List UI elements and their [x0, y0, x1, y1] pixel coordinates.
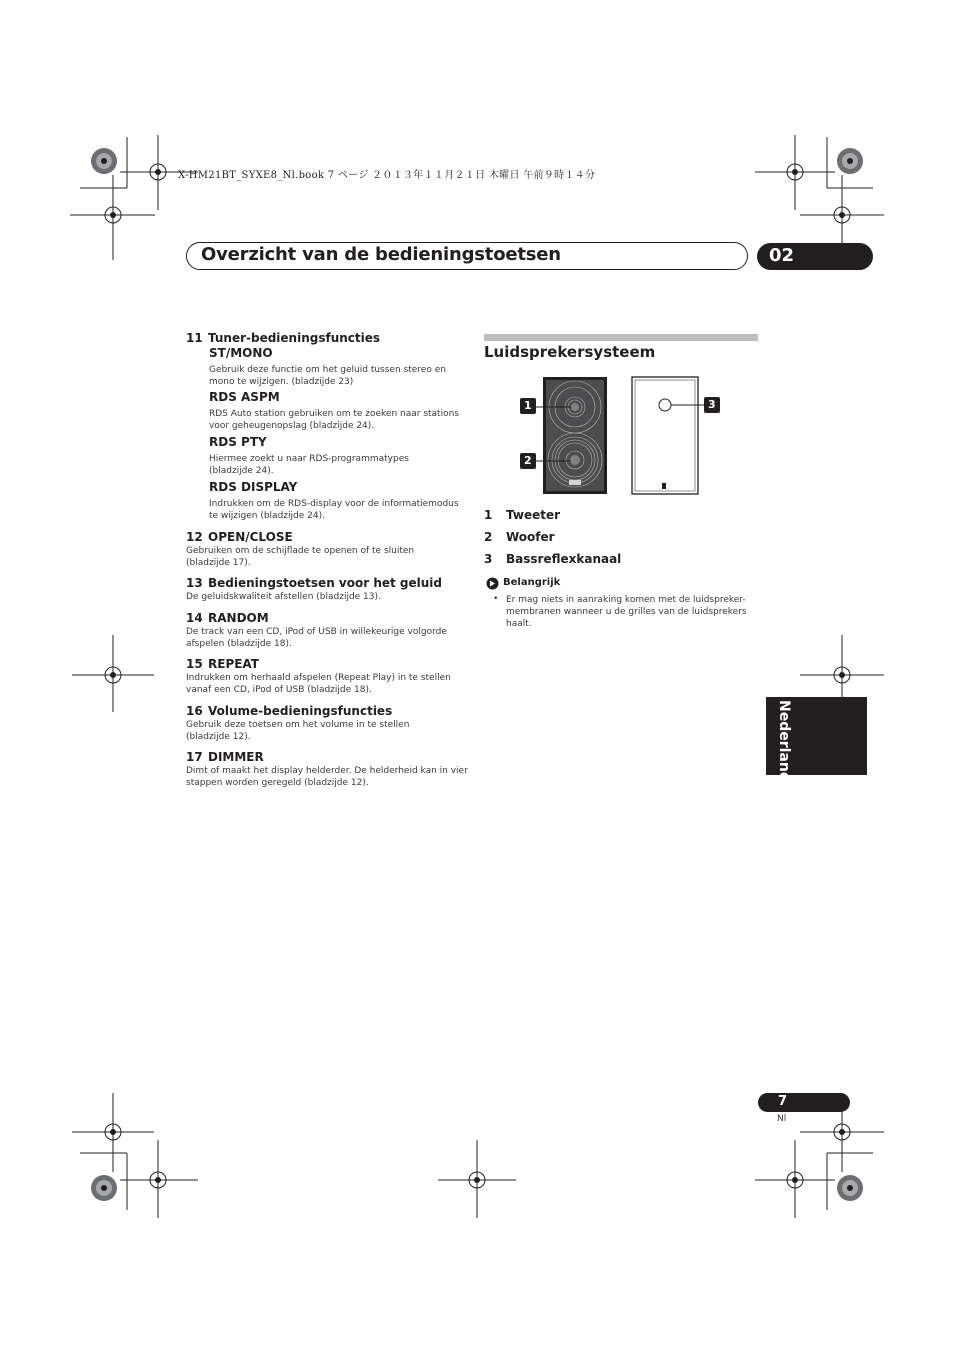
item-number: 14: [186, 611, 203, 625]
bullet-mark: •: [493, 594, 499, 604]
tweeter-dome: [571, 403, 579, 411]
item-description: [186, 765, 468, 789]
legend-number: 3: [484, 552, 493, 566]
item-number: 11: [186, 331, 203, 345]
description-line: Gebruik deze functie om het geluid tussen stereo en: [209, 365, 446, 375]
description-line: mono te wijzigen. (bladzijde 23): [209, 377, 354, 387]
description-line: (bladzijde 17).: [186, 558, 251, 568]
item-number: 13: [186, 576, 203, 590]
important-heading: Belangrijk: [503, 577, 561, 588]
item-17-heading: [186, 750, 264, 764]
item-title: Volume-bedieningsfuncties: [208, 704, 393, 718]
item-description: [186, 672, 451, 696]
subitem-heading: RDS PTY: [209, 435, 267, 449]
important-icon: [486, 577, 499, 590]
speaker-badge: [569, 480, 581, 485]
subitem-heading: RDS DISPLAY: [209, 480, 298, 494]
legend-label: Tweeter: [506, 508, 561, 522]
description-line: Dimt of maakt het display helderder. De helderheid kan in vier: [186, 766, 468, 776]
item-title: RANDOM: [208, 611, 269, 625]
item-12-heading: [186, 530, 293, 544]
callout-1: 1: [524, 399, 532, 412]
chapter-title: Overzicht van de bedieningstoetsen: [201, 244, 561, 265]
important-line: Er mag niets in aanraking komen met de luidspreker-: [506, 595, 746, 605]
print-header: X-HM21BT_SYXE8_Nl.book 7 ページ ２０１３年１１月２１日 木曜日 午前９時１４分: [178, 170, 596, 181]
subitem-description: [209, 498, 459, 522]
item-title: REPEAT: [208, 657, 259, 671]
item-number: 17: [186, 750, 203, 764]
callout-2: 2: [524, 454, 532, 467]
description-line: vanaf een CD, iPod of USB (bladzijde 18).: [186, 685, 372, 695]
item-title: Tuner-bedieningsfuncties: [208, 331, 381, 345]
section-title: Luidsprekersysteem: [484, 343, 656, 361]
item-11-heading: [186, 331, 380, 345]
important-text: [506, 594, 747, 630]
item-title: OPEN/CLOSE: [208, 530, 293, 544]
description-line: te wijzigen (bladzijde 24).: [209, 511, 325, 521]
important-line: membranen wanneer u de grilles van de luidsprekers: [506, 607, 747, 617]
page-language-code: Nl: [777, 1114, 787, 1124]
item-description: [186, 591, 381, 603]
item-14-heading: [186, 611, 269, 625]
description-line: De track van een CD, iPod of USB in willekeurige volgorde: [186, 627, 447, 637]
item-description: [186, 626, 447, 650]
subitem-description: [209, 453, 409, 477]
speaker-front-grille: [546, 380, 604, 491]
language-tab-label: Nederlands: [776, 700, 792, 791]
legend-label: Woofer: [506, 530, 555, 544]
chapter-number: 02: [769, 245, 795, 266]
page-number: 7: [778, 1094, 788, 1109]
section-rule: [484, 334, 758, 341]
item-title: DIMMER: [208, 750, 264, 764]
speaker-diagram: [515, 372, 725, 498]
subitem-heading: RDS ASPM: [209, 390, 280, 404]
item-number: 15: [186, 657, 203, 671]
legend-number: 1: [484, 508, 493, 522]
item-description: [186, 719, 409, 743]
callout-3: 3: [708, 398, 716, 411]
description-line: afspelen (bladzijde 18).: [186, 639, 292, 649]
legend-item: [484, 530, 555, 544]
bass-reflex-port: [659, 399, 671, 411]
description-line: stappen worden geregeld (bladzijde 12).: [186, 778, 369, 788]
item-title: Bedieningstoetsen voor het geluid: [208, 576, 443, 590]
description-line: voor geheugenopslag (bladzijde 24).: [209, 421, 375, 431]
item-16-heading: [186, 704, 392, 718]
legend-label: Bassreflexkanaal: [506, 552, 622, 566]
item-description: [186, 545, 414, 569]
description-line: Indrukken om herhaald afspelen (Repeat Play) in te stellen: [186, 673, 451, 683]
item-number: 12: [186, 530, 203, 544]
page-number-badge: [758, 1093, 850, 1112]
woofer-dome: [570, 455, 580, 465]
subitem-description: [209, 408, 459, 432]
item-number: 16: [186, 704, 203, 718]
terminal: [662, 483, 666, 489]
subitem-description: [209, 364, 446, 388]
subitem-heading: ST/MONO: [209, 346, 273, 360]
description-line: RDS Auto station gebruiken om te zoeken naar stations: [209, 409, 459, 419]
important-line: haalt.: [506, 619, 532, 629]
item-13-heading: [186, 576, 442, 590]
legend-item: [484, 552, 621, 566]
description-line: (bladzijde 12).: [186, 732, 251, 742]
description-line: Hiermee zoekt u naar RDS-programmatypes: [209, 454, 409, 464]
legend-item: [484, 508, 560, 522]
description-line: Gebruiken om de schijflade te openen of te sluiten: [186, 546, 415, 556]
description-line: De geluidskwaliteit afstellen (bladzijde 13).: [186, 592, 381, 602]
description-line: (bladzijde 24).: [209, 466, 274, 476]
legend-number: 2: [484, 530, 493, 544]
item-15-heading: [186, 657, 259, 671]
description-line: Indrukken om de RDS-display voor de informatiemodus: [209, 499, 459, 509]
description-line: Gebruik deze toetsen om het volume in te stellen: [186, 720, 410, 730]
